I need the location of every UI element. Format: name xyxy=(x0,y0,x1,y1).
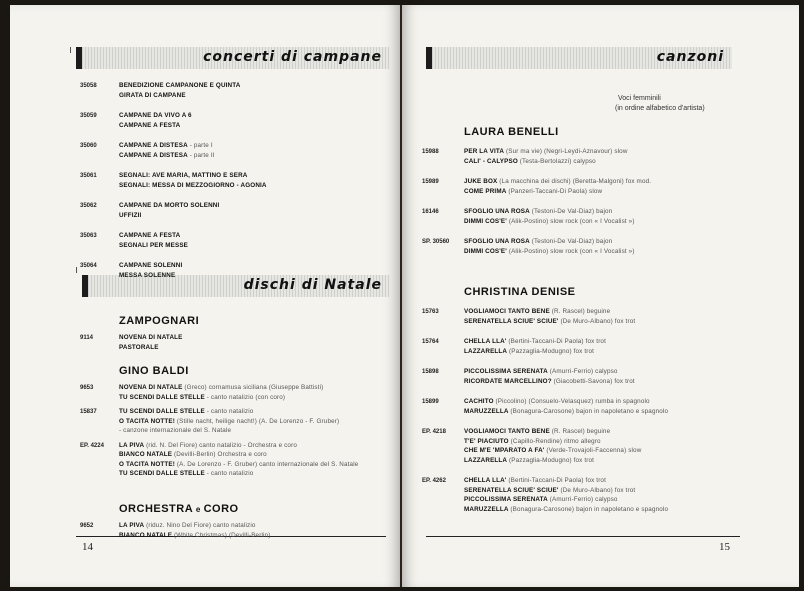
track-title: JUKE BOX xyxy=(464,178,498,185)
track-title: COME PRIMA xyxy=(464,187,507,195)
song-record-track xyxy=(464,178,651,185)
track-credits: (Piccolino) (Consuelo-Velasquez) rumba in spagnolo xyxy=(493,398,650,405)
track-credits: - canzone internazionale del S. Natale xyxy=(119,427,232,434)
section-title: canzoni xyxy=(656,49,724,65)
track-credits: (Pazzaglia-Modugno) fox trot xyxy=(507,347,595,355)
bell-record-track xyxy=(119,112,192,119)
bell-record-track xyxy=(119,232,180,239)
bell-record-catalog-number: 35059 xyxy=(80,113,97,119)
track-credits: (Bertini-Taccani-Di Paola) fox trot xyxy=(506,477,606,484)
christmas-record-track xyxy=(119,470,253,477)
track-credits: (De Muro-Albano) fox trot xyxy=(558,486,636,494)
track-title: SFOGLIO UNA ROSA xyxy=(464,208,530,215)
track-credits: (Amurri-Ferrio) calypso xyxy=(547,496,618,503)
christmas-record-track xyxy=(119,344,159,351)
track-title: DIMMI COS'E' xyxy=(464,247,507,255)
christmas-record-track xyxy=(119,334,183,341)
artist-name: ORCHESTRA e CORO xyxy=(119,503,239,515)
song-record-track xyxy=(464,487,635,494)
right-page xyxy=(402,5,799,587)
bell-record-track xyxy=(119,152,215,159)
track-credits: (A. De Lorenzo - F. Gruber) canto internazionale del S. Natale xyxy=(175,460,359,468)
track-title: VOGLIAMOCI TANTO BENE xyxy=(464,428,550,435)
song-record-catalog-number: 15764 xyxy=(422,339,439,345)
song-record-track xyxy=(464,428,610,435)
track-credits: (De Muro-Albano) fox trot xyxy=(558,317,636,325)
song-record-catalog-number: EP. 4218 xyxy=(422,429,446,435)
track-credits: - canto natalizio (con coro) xyxy=(204,393,286,401)
artist-name: GINO BALDI xyxy=(119,365,189,377)
song-record-track xyxy=(464,318,635,325)
song-record-catalog-number: EP. 4262 xyxy=(422,478,446,484)
track-title: CAMPANE A FESTA xyxy=(119,232,181,239)
track-credits: (Bonagura-Carosone) bajon in napoletano e spagnolo xyxy=(508,407,669,415)
track-title: RICORDATE MARCELLINO? xyxy=(464,377,552,385)
track-credits: (White Christmas) (Devilli-Berlin) xyxy=(172,531,271,539)
song-record-track xyxy=(464,188,602,195)
song-record-track xyxy=(464,447,641,454)
track-title: NOVENA DI NATALE xyxy=(119,384,183,391)
track-title: TU SCENDI DALLE STELLE xyxy=(119,393,205,401)
song-record-track xyxy=(464,348,594,355)
left-page xyxy=(10,5,400,587)
song-record-catalog-number: SP. 30560 xyxy=(422,239,450,245)
christmas-record-track xyxy=(119,461,358,468)
track-credits: - parte I xyxy=(187,142,213,149)
track-credits: - canto natalizio xyxy=(204,408,254,415)
section-subtitle: Voci femminili xyxy=(618,95,661,102)
track-title: SEGNALI PER MESSE xyxy=(119,241,189,249)
song-record-track xyxy=(464,438,601,445)
song-record-track xyxy=(464,457,594,464)
track-title: MARUZZELLA xyxy=(464,407,509,415)
song-record-track xyxy=(464,408,668,415)
section-title: dischi di Natale xyxy=(243,277,382,293)
track-title: SEGNALI: AVE MARIA, MATTINO E SERA xyxy=(119,172,248,179)
bell-record-track xyxy=(119,92,186,99)
track-title: BENEDIZIONE CAMPANONE E QUINTA xyxy=(119,82,241,89)
bell-record-track xyxy=(119,202,219,209)
track-title: TU SCENDI DALLE STELLE xyxy=(119,408,205,415)
track-credits: (Giacobetti-Savona) fox trot xyxy=(551,377,635,385)
song-record-track xyxy=(464,218,635,225)
track-title: NOVENA DI NATALE xyxy=(119,334,183,341)
track-title: PICCOLISSIMA SERENATA xyxy=(464,368,548,375)
song-record-track xyxy=(464,477,606,484)
track-title: CAMPANE DA VIVO A 6 xyxy=(119,112,192,119)
track-title: PASTORALE xyxy=(119,343,159,351)
bell-record-catalog-number: 35058 xyxy=(80,83,97,89)
track-credits: (Stille nacht, heilige nacht!) (A. De Lorenzo - F. Gruber) xyxy=(175,417,340,425)
track-title: CHE M'E 'MPARATO A FA' xyxy=(464,447,545,454)
bell-record-track xyxy=(119,182,267,189)
track-credits: (rid. N. Del Fiore) canto natalizio - Orchestra e coro xyxy=(144,441,297,449)
track-credits: (Bertini-Taccani-Di Paola) fox trot xyxy=(506,338,606,345)
bell-record-catalog-number: 35063 xyxy=(80,233,97,239)
christmas-record-track xyxy=(119,522,256,529)
track-title: LAZZARELLA xyxy=(464,456,508,464)
track-credits: (Verde-Trovajoli-Faccenna) slow xyxy=(544,447,642,454)
song-record-catalog-number: 15989 xyxy=(422,179,439,185)
track-title: LA PIVA xyxy=(119,441,145,449)
track-title: CAMPANE DA MORTO SOLENNI xyxy=(119,202,220,209)
track-title: UFFIZII xyxy=(119,211,142,219)
song-record-catalog-number: 16146 xyxy=(422,209,439,215)
track-credits: (Testa-Bertolazzi) calypso xyxy=(517,157,596,165)
christmas-record-track xyxy=(119,408,253,415)
page-number: 15 xyxy=(719,541,730,553)
bell-record-catalog-number: 35060 xyxy=(80,143,97,149)
track-title: GIRATA DI CAMPANE xyxy=(119,91,186,99)
track-title: BIANCO NATALE xyxy=(119,531,173,539)
christmas-record-track xyxy=(119,418,339,425)
christmas-record-track xyxy=(119,451,267,458)
track-title: PER LA VITA xyxy=(464,148,505,155)
track-title: T'E' PIACIUTO xyxy=(464,437,509,445)
track-credits: (Devilli-Berlin) Orchestra e coro xyxy=(172,451,267,458)
song-record-track xyxy=(464,308,610,315)
track-credits: (Panzeri-Taccani-Di Paola) slow xyxy=(506,187,603,195)
page-footer-rule xyxy=(426,536,740,537)
track-credits: (Greco) cornamusa siciliana (Giuseppe Battisti) xyxy=(182,384,324,391)
bell-record-catalog-number: 35061 xyxy=(80,173,97,179)
track-title: SERENATELLA SCIUE' SCIUE' xyxy=(464,486,559,494)
bell-record-track xyxy=(119,212,141,219)
track-credits: (Alik-Postino) slow rock (con « I Vocalist ») xyxy=(506,217,635,225)
track-credits: (Testoni-De Val-Diaz) bajon xyxy=(529,208,613,215)
section-subtitle-note: (in ordine alfabetico d'artista) xyxy=(615,105,705,112)
track-title: SEGNALI: MESSA DI MEZZOGIORNO - AGONIA xyxy=(119,181,267,189)
track-title: CAMPANE A FESTA xyxy=(119,121,181,129)
track-credits: (Pazzaglia-Modugno) fox trot xyxy=(507,456,595,464)
bell-record-track xyxy=(119,142,213,149)
bell-record-catalog-number: 35062 xyxy=(80,203,97,209)
track-credits: (Sur ma vie) (Negri-Leydi-Aznavour) slow xyxy=(504,148,628,155)
track-title: VOGLIAMOCI TANTO BENE xyxy=(464,308,550,315)
christmas-record-track xyxy=(119,427,231,434)
track-credits: (R. Rascel) beguine xyxy=(549,308,611,315)
track-title: MESSA SOLENNE xyxy=(119,271,176,279)
bell-record-track xyxy=(119,82,240,89)
christmas-record-catalog-number: 15837 xyxy=(80,409,97,415)
track-credits: (Testoni-De Val-Diaz) bajon xyxy=(529,238,613,245)
track-credits: - canto natalizio xyxy=(204,470,254,477)
crop-mark xyxy=(70,47,71,53)
song-record-track xyxy=(464,248,635,255)
christmas-record-track xyxy=(119,532,270,539)
bell-record-catalog-number: 35064 xyxy=(80,263,97,269)
track-title: CHELLA LLA' xyxy=(464,477,507,484)
track-title: TU SCENDI DALLE STELLE xyxy=(119,470,205,477)
christmas-record-catalog-number: 9653 xyxy=(80,385,94,391)
bell-record-track xyxy=(119,242,188,249)
track-title: DIMMI COS'E' xyxy=(464,217,507,225)
artist-name: CHRISTINA DENISE xyxy=(464,286,576,298)
christmas-record-track xyxy=(119,394,285,401)
track-credits: (Bonagura-Carosone) bajon in napoletano e spagnolo xyxy=(508,505,669,513)
song-record-track xyxy=(464,506,668,513)
track-credits: (Amurri-Ferrio) calypso xyxy=(547,368,618,375)
song-record-track xyxy=(464,496,618,503)
page-number: 14 xyxy=(82,541,93,553)
artist-name: LAURA BENELLI xyxy=(464,126,559,138)
section-banner-canzoni xyxy=(426,47,732,69)
section-title: concerti di campane xyxy=(203,49,382,65)
track-title: LA PIVA xyxy=(119,522,145,529)
song-record-track xyxy=(464,368,618,375)
christmas-record-track xyxy=(119,384,323,391)
track-title: CAMPANE A DISTESA xyxy=(119,151,188,159)
song-record-track xyxy=(464,378,635,385)
track-credits: (Alik-Postino) slow rock (con « I Vocalist ») xyxy=(506,247,635,255)
song-record-track xyxy=(464,158,596,165)
track-title: CACHITO xyxy=(464,398,494,405)
song-record-catalog-number: 15763 xyxy=(422,309,439,315)
track-credits: (R. Rascel) beguine xyxy=(549,428,611,435)
track-title: SERENATELLA SCIUE' SCIUE' xyxy=(464,317,559,325)
section-banner-campane xyxy=(76,47,390,69)
song-record-catalog-number: 15899 xyxy=(422,399,439,405)
christmas-record-catalog-number: 9652 xyxy=(80,523,94,529)
bell-record-track xyxy=(119,262,182,269)
bell-record-track xyxy=(119,122,180,129)
song-record-track xyxy=(464,398,650,405)
song-record-catalog-number: 15898 xyxy=(422,369,439,375)
track-credits: (riduz. Nino Del Fiore) canto natalizio xyxy=(144,522,256,529)
track-credits: (La macchina dei dischi) (Beretta-Malgoni) fox mod. xyxy=(497,178,652,185)
track-title: CHELLA LLA' xyxy=(464,338,507,345)
song-record-track xyxy=(464,338,606,345)
crop-mark xyxy=(76,267,77,273)
christmas-record-catalog-number: EP. 4224 xyxy=(80,442,104,449)
artist-name: ZAMPOGNARI xyxy=(119,315,200,327)
song-record-track xyxy=(464,208,612,215)
track-title: O TACITA NOTTE! xyxy=(119,417,175,425)
track-title: CAMPANE SOLENNI xyxy=(119,262,183,269)
song-record-track xyxy=(464,148,628,155)
track-title: CALI' - CALYPSO xyxy=(464,157,518,165)
track-title: O TACITA NOTTE! xyxy=(119,460,175,468)
song-record-catalog-number: 15988 xyxy=(422,149,439,155)
track-credits: (Capillo-Rendine) ritmo allegro xyxy=(508,437,601,445)
track-title: LAZZARELLA xyxy=(464,347,508,355)
artist-conjunction: e xyxy=(193,505,204,514)
bell-record-track xyxy=(119,172,247,179)
artist-name-tail: CORO xyxy=(203,503,239,515)
track-title: PICCOLISSIMA SERENATA xyxy=(464,496,548,503)
christmas-record-catalog-number: 9114 xyxy=(80,335,94,341)
track-title: SFOGLIO UNA ROSA xyxy=(464,238,530,245)
track-title: MARUZZELLA xyxy=(464,505,509,513)
track-title: BIANCO NATALE xyxy=(119,451,173,458)
bell-record-track xyxy=(119,272,175,279)
christmas-record-track xyxy=(119,442,297,449)
track-title: CAMPANE A DISTESA xyxy=(119,142,188,149)
song-record-track xyxy=(464,238,612,245)
track-credits: - parte II xyxy=(187,151,215,159)
